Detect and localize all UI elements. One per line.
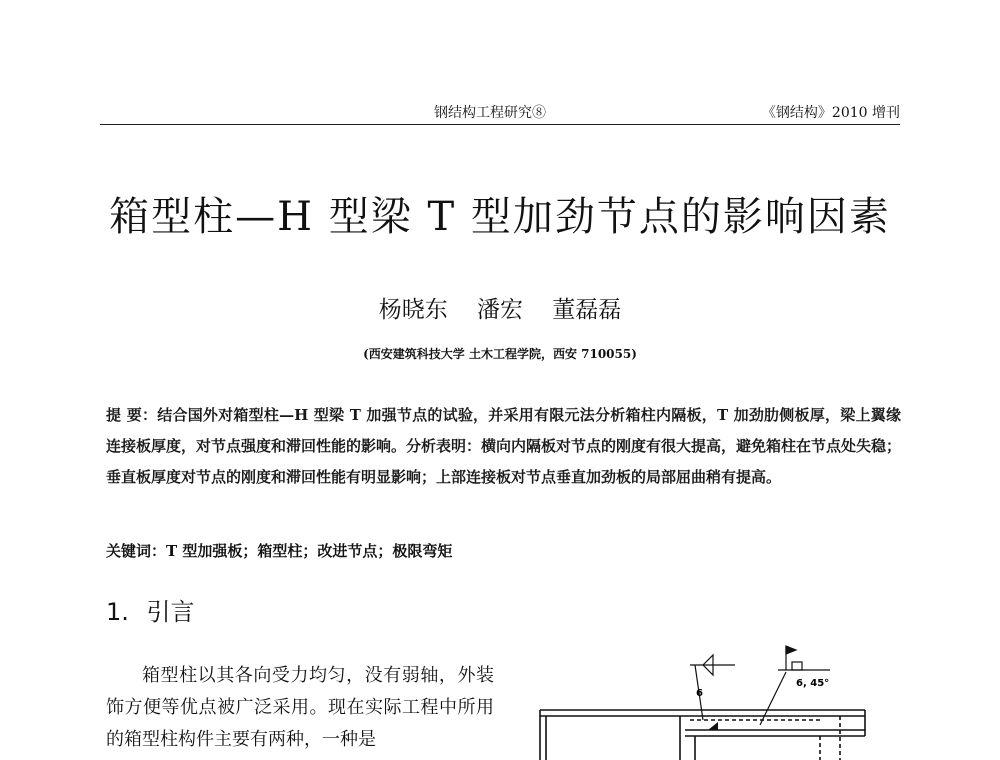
paper-title: 箱型柱—H 型梁 T 型加劲节点的影响因素: [109, 194, 891, 240]
affiliation: (西安建筑科技大学 土木工程学院，西安 710055): [363, 347, 637, 361]
weld-arrow-mark: [708, 722, 718, 730]
running-header: [100, 102, 900, 124]
series-label: 钢结构工程研究⑧: [434, 105, 546, 121]
joint-figure: [520, 640, 900, 760]
weld-label-left: 6: [696, 688, 703, 699]
journal-label: 《钢结构》2010 增刊: [761, 105, 900, 121]
authors: 杨晓东 潘宏 董磊磊: [378, 297, 622, 323]
abstract: [106, 400, 901, 493]
joint-diagram: [520, 640, 900, 760]
section-title: 引言: [146, 598, 195, 626]
intro-paragraph: 箱型柱以其各向受力均匀，没有弱轴，外装饰方便等优点被广泛采用。现在实际工程中所用的箱型柱构件主要有两种，一种是: [106, 665, 494, 750]
weld-label-right: 6, 45°: [796, 678, 830, 689]
keywords-label: 关键词：: [106, 542, 167, 560]
section-number: 1.: [106, 598, 129, 626]
keywords: [106, 540, 901, 561]
section-heading: [106, 592, 195, 627]
abstract-label: 提 要：: [106, 406, 158, 424]
header-rule: [100, 124, 900, 125]
keywords-text: T 型加强板；箱型柱；改进节点；极限弯矩: [166, 542, 453, 560]
intro-body: [106, 660, 494, 756]
abstract-text: 结合国外对箱型柱—H 型梁 T 加强节点的试验，并采用有限元法分析箱柱内隔板，T 加劲肋侧板厚，梁上翼缘连接板厚度，对节点强度和滞回性能的影响。分析表明：横向内隔板对节点的刚度有很大提高，避免箱柱在节点处失稳；垂直板厚度对节点的刚度和滞回性能有明显影响；上部连接板对节点垂直加劲板的局部屈曲稍有提高。: [106, 406, 902, 486]
